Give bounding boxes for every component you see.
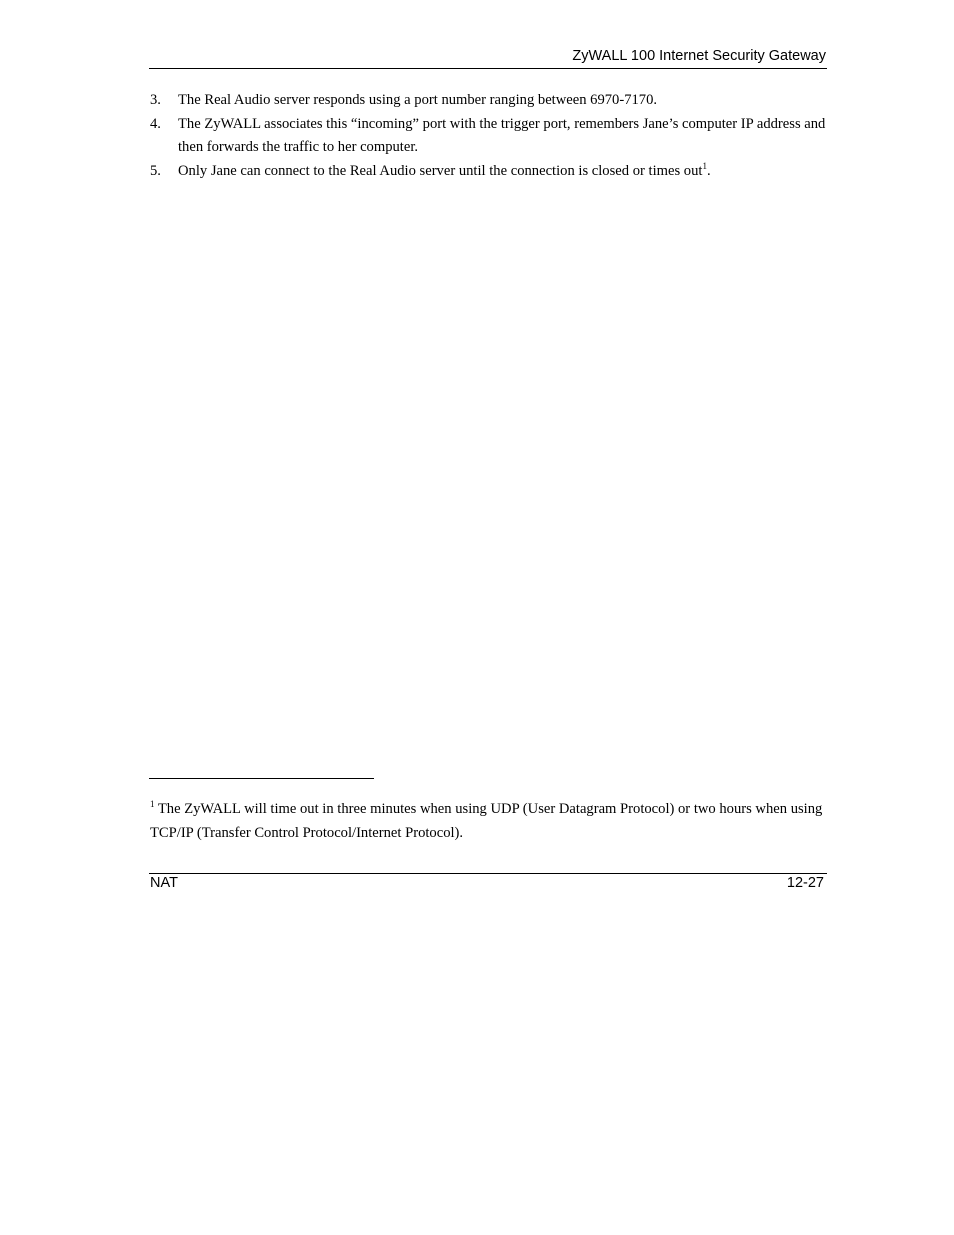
list-item-number: 3. <box>150 92 161 108</box>
footer-rule <box>149 873 827 874</box>
list-item <box>149 89 827 113</box>
footnote-marker: 1 <box>150 799 155 809</box>
list-item-text: The ZyWALL associates this “incoming” port with the trigger port, remembers Jane’s computer IP address and then forwards the traffic to her computer. <box>178 115 826 155</box>
running-header-title: ZyWALL 100 Internet Security Gateway <box>572 48 826 64</box>
footnote-separator <box>149 778 374 779</box>
footnote-text: The ZyWALL will time out in three minutes when using UDP (User Datagram Protocol) or two hours when using TCP/IP (Transfer Control Protocol/Internet Protocol). <box>150 801 823 841</box>
list-item <box>149 160 827 184</box>
list-item-text: Only Jane can connect to the Real Audio server until the connection is closed or times out <box>178 162 703 179</box>
list-item-number: 4. <box>150 115 161 132</box>
header-rule <box>149 68 827 69</box>
list-item-text: The Real Audio server responds using a port number ranging between 6970-7170. <box>178 92 658 108</box>
footer-section-name: NAT <box>150 875 178 891</box>
page-number: 12-27 <box>786 875 824 891</box>
list-item-text-wrapper <box>178 160 827 184</box>
footnote <box>150 798 827 845</box>
list-item-suffix: . <box>706 162 711 179</box>
list-item-number: 5. <box>150 162 161 179</box>
footnote-reference[interactable]: 1 <box>702 160 707 171</box>
list-item <box>149 113 827 160</box>
numbered-list <box>149 89 827 183</box>
